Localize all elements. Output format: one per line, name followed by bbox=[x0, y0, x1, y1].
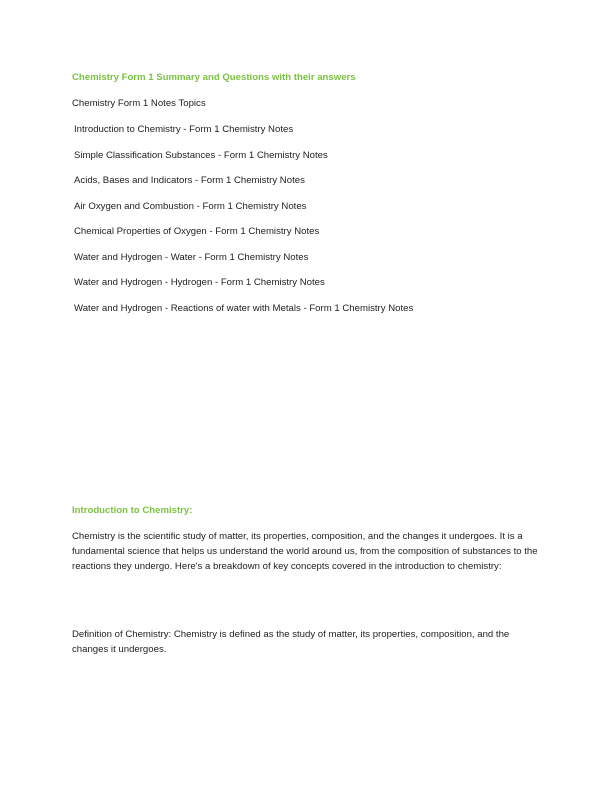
topic-item-classification: Simple Classification Substances - Form 1 Chemistry Notes bbox=[74, 149, 328, 161]
notes-topics-heading: Chemistry Form 1 Notes Topics bbox=[72, 98, 206, 109]
introduction-paragraph: Chemistry is the scientific study of matter, its properties, composition, and the changes it undergoes. It is a fundamental science that helps us understand the world around us, from the composition of substances to the reactions they undergo. Here's a breakdown of key concepts covered in the introduction to chemistry: bbox=[72, 531, 538, 572]
definition-paragraph: Definition of Chemistry: Chemistry is defined as the study of matter, its properties, composition, and the changes it undergoes. bbox=[72, 629, 510, 655]
topic-item-oxygen-properties: Chemical Properties of Oxygen - Form 1 Chemistry Notes bbox=[74, 226, 320, 237]
topics-list bbox=[74, 123, 413, 327]
topic-item-hydrogen: Water and Hydrogen - Hydrogen - Form 1 Chemistry Notes bbox=[74, 277, 325, 288]
document-title: Chemistry Form 1 Summary and Questions with their answers bbox=[72, 72, 356, 83]
topic-item-water: Water and Hydrogen - Water - Form 1 Chemistry Notes bbox=[74, 251, 309, 263]
topic-item-acids-bases: Acids, Bases and Indicators - Form 1 Chemistry Notes bbox=[74, 175, 305, 186]
section-heading-introduction: Introduction to Chemistry: bbox=[72, 505, 193, 516]
topic-item-air-oxygen: Air Oxygen and Combustion - Form 1 Chemistry Notes bbox=[74, 200, 307, 212]
topic-item-introduction: Introduction to Chemistry - Form 1 Chemistry Notes bbox=[74, 124, 294, 135]
topic-item-water-metals: Water and Hydrogen - Reactions of water with Metals - Form 1 Chemistry Notes bbox=[74, 302, 414, 314]
